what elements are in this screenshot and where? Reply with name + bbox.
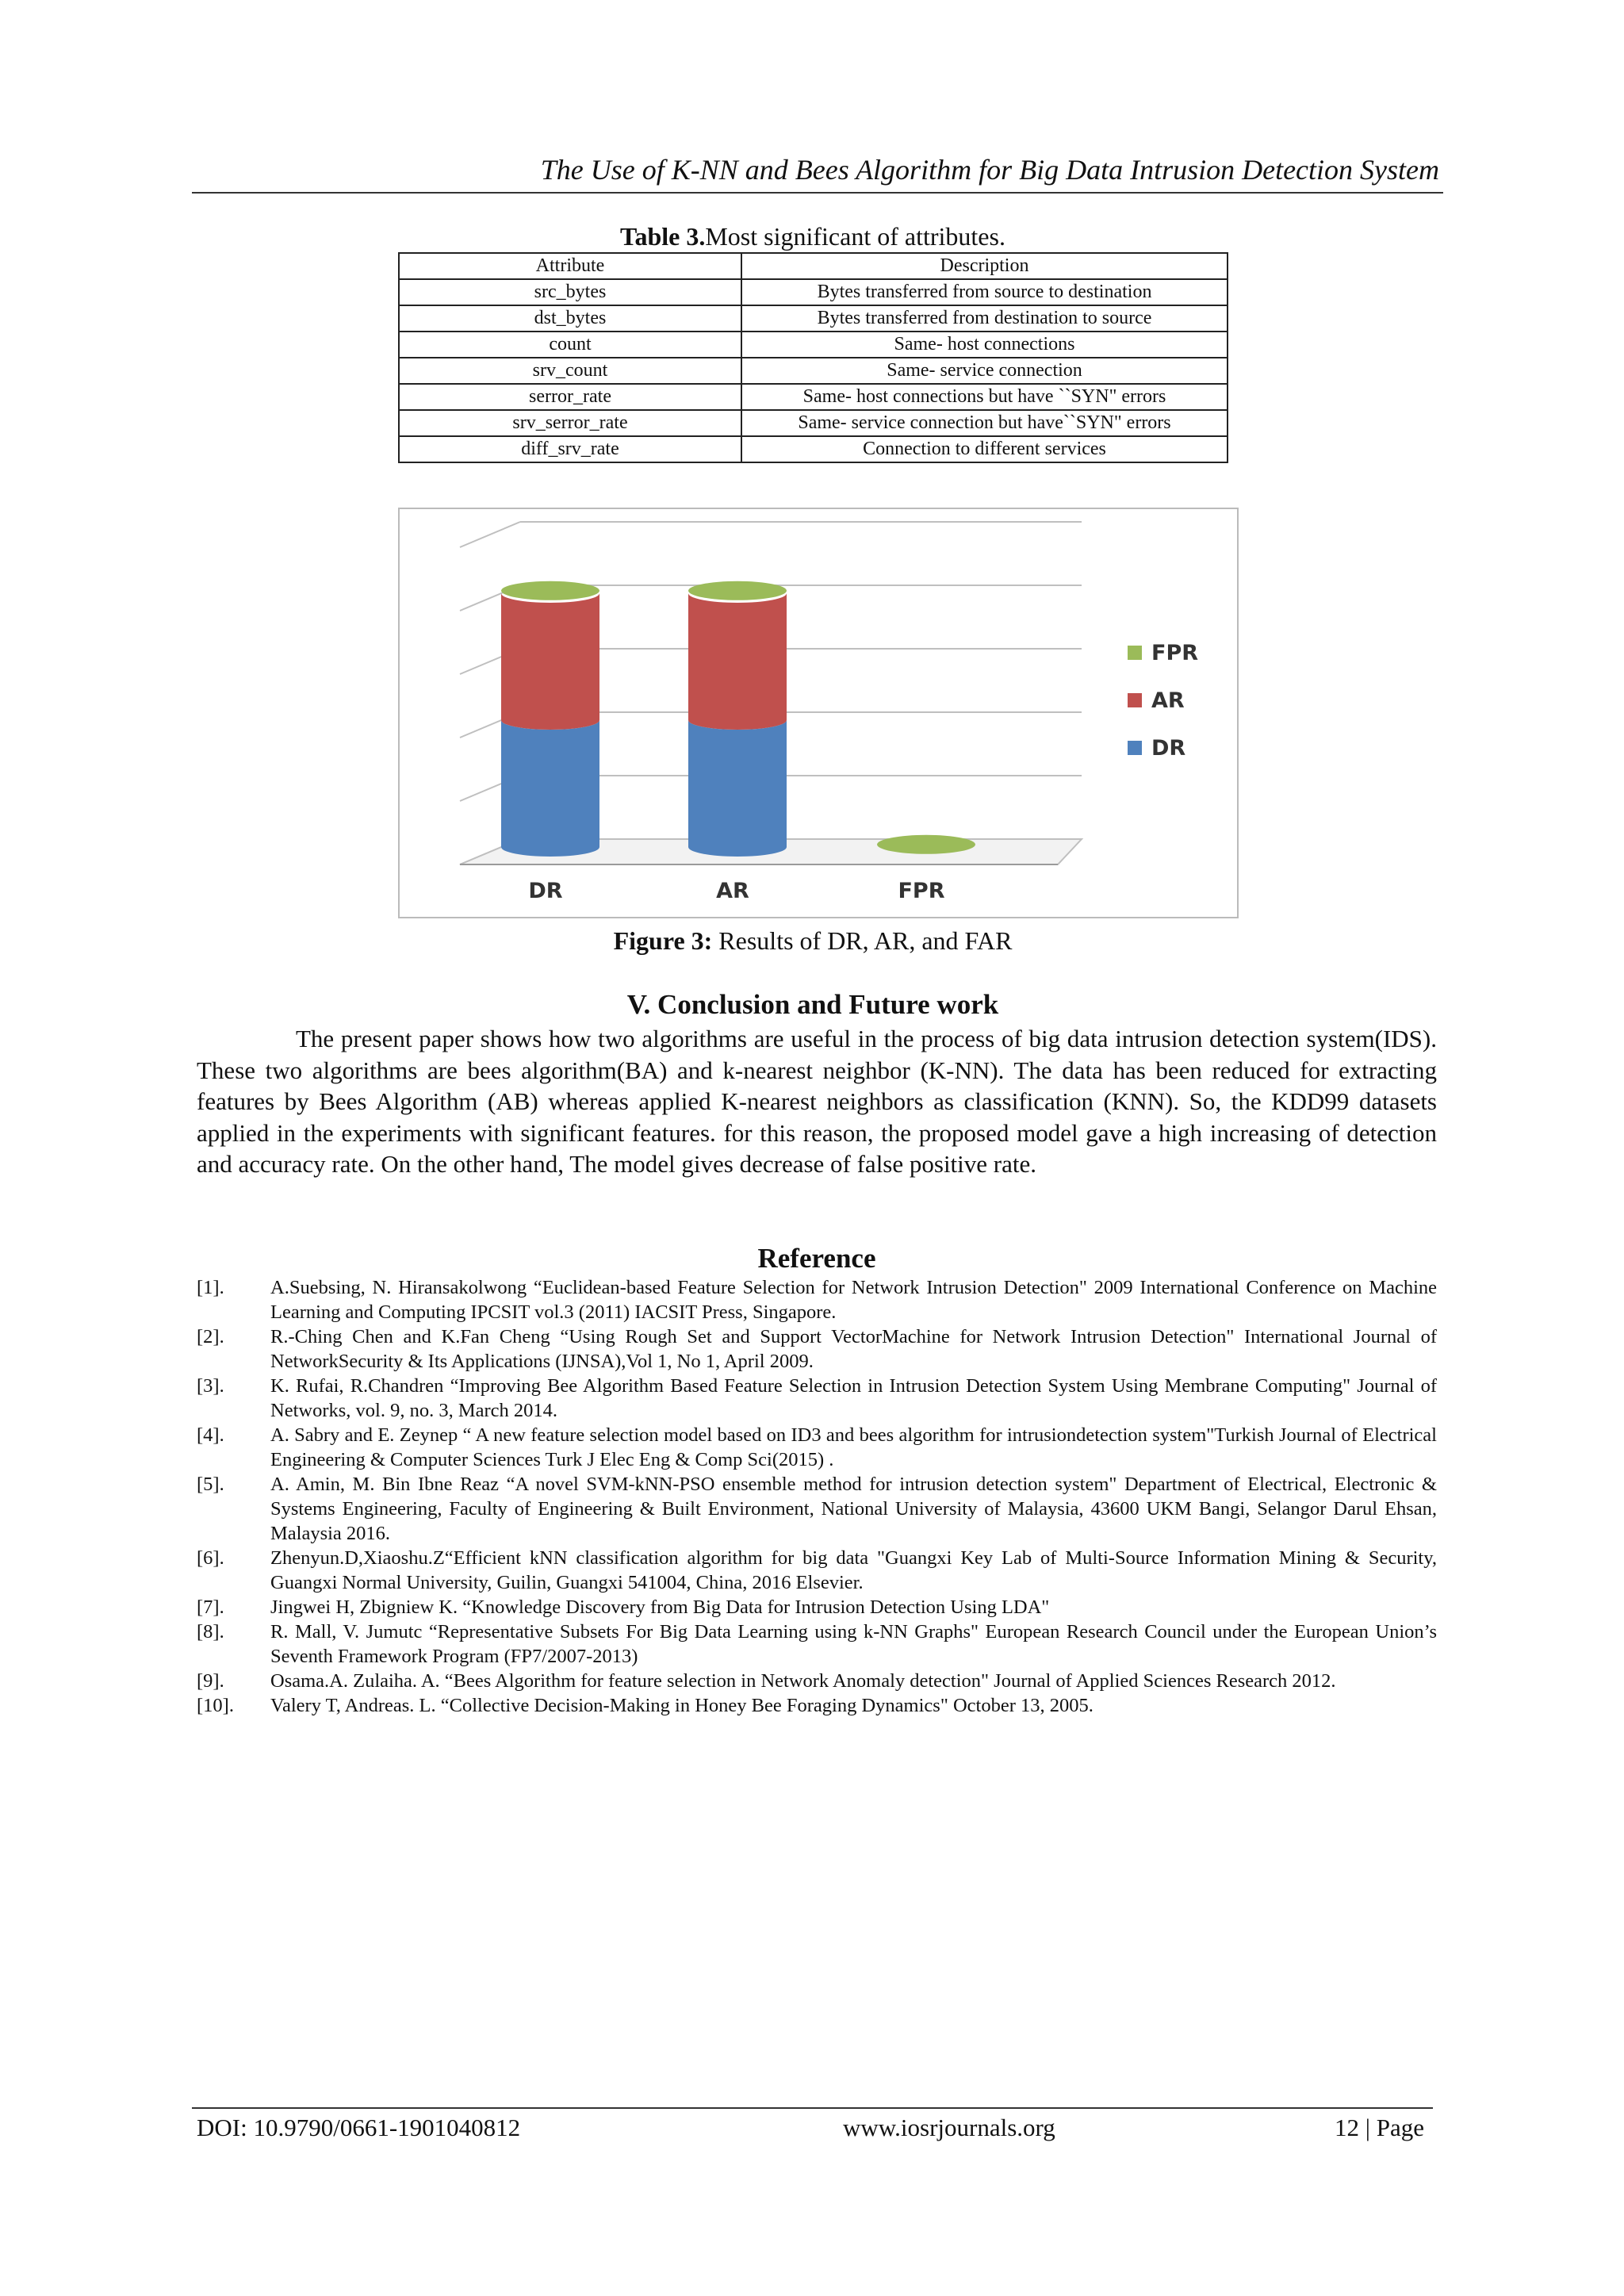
table-row <box>399 410 1228 436</box>
column-header-description: Description <box>741 253 1228 279</box>
conclusion-paragraph: The present paper shows how two algorithms are useful in the process of big data intrusion detection system(IDS). These two algorithms are bees algorithm(BA) and k-nearest neighbor (K-NN). The data has been reduced for extracting features by Bees Algorithm (AB) whereas applied K-nearest neighbors as classification (KNN). So, the KDD99 datasets applied in the experiments with significant features. for this reason, the proposed model gave a high increasing of detection and accuracy rate. On the other hand, The model gives decrease of false positive rate. <box>197 1025 1437 1178</box>
legend-swatch-fpr <box>1128 646 1142 660</box>
table-row <box>399 332 1228 358</box>
reference-item <box>197 1546 1437 1595</box>
table-row <box>399 279 1228 305</box>
reference-item <box>197 1669 1437 1693</box>
section-heading: V. Conclusion and Future work <box>626 989 999 1020</box>
reference-text: R.-Ching Chen and K.Fan Cheng “Using Rough Set and Support VectorMachine for Network Intrusion Detection" International Journal of NetworkSecurity & Its Applications (IJNSA),Vol 1, No 1, April 2009. <box>270 1326 1437 1372</box>
legend-swatch-ar <box>1128 693 1142 707</box>
bar-top-dr <box>501 581 599 600</box>
reference-item <box>197 1472 1437 1546</box>
description-cell: Same- host connections but have ``SYN" errors <box>741 384 1228 410</box>
reference-number: [2]. <box>197 1326 224 1347</box>
column-header-attribute: Attribute <box>399 253 741 279</box>
reference-text: Valery T, Andreas. L. “Collective Decision-Making in Honey Bee Foraging Dynamics" October 13, 2005. <box>270 1695 1094 1716</box>
reference-text: Zhenyun.D,Xiaoshu.Z“Efficient kNN classification algorithm for big data "Guangxi Key Lab of Multi-Source Information Mining & Security, Guangxi Normal University, Guilin, Guangxi 541004, China, 2016 Elsevier. <box>270 1547 1437 1593</box>
reference-number: [9]. <box>197 1670 224 1692</box>
bar-ar-dr <box>688 720 787 857</box>
table-caption-label: Table 3. <box>620 222 706 251</box>
table-header-row <box>399 253 1228 279</box>
table-row <box>399 436 1228 462</box>
table-caption <box>396 220 1229 252</box>
attribute-cell: diff_srv_rate <box>399 436 741 462</box>
figure-caption <box>396 924 1229 957</box>
reference-number: [4]. <box>197 1424 224 1446</box>
figure-caption-text: Results of DR, AR, and FAR <box>712 926 1013 955</box>
bar-dr-ar <box>501 593 599 730</box>
reference-number: [1]. <box>197 1277 224 1298</box>
reference-text: Osama.A. Zulaiha. A. “Bees Algorithm for feature selection in Network Anomaly detection" Journal of Applied Sciences Research 2012. <box>270 1670 1336 1692</box>
figure-caption-label: Figure 3: <box>613 926 713 955</box>
references-list <box>197 1275 1437 1718</box>
reference-number: [3]. <box>197 1375 224 1397</box>
table-row <box>399 358 1228 384</box>
header-rule <box>192 192 1443 194</box>
reference-item <box>197 1374 1437 1423</box>
reference-item <box>197 1693 1437 1718</box>
attribute-cell: srv_count <box>399 358 741 384</box>
chart-canvas <box>400 509 1237 917</box>
gridline-side <box>460 522 520 547</box>
references-heading: Reference <box>757 1243 876 1274</box>
reference-item <box>197 1595 1437 1619</box>
reference-number: [5]. <box>197 1474 224 1495</box>
legend-label-dr: DR <box>1151 736 1186 761</box>
description-cell: Bytes transferred from source to destination <box>741 279 1228 305</box>
legend-label-fpr: FPR <box>1151 641 1199 665</box>
description-cell: Same- service connection <box>741 358 1228 384</box>
attribute-cell: srv_serror_rate <box>399 410 741 436</box>
legend-swatch-dr <box>1128 741 1142 755</box>
x-tick-label: DR <box>528 879 563 903</box>
footer-doi: DOI: 10.9790/0661-1901040812 <box>197 2114 521 2141</box>
bar-dr-dr <box>501 720 599 857</box>
reference-text: A. Sabry and E. Zeynep “ A new feature selection model based on ID3 and bees algorithm for intrusiondetection system"Turkish Journal of Electrical Engineering & Computer Sciences Turk J Elec Eng & Comp Sci(2015) . <box>270 1424 1437 1470</box>
table-caption-text: Most significant of attributes. <box>705 222 1005 251</box>
footer-website: www.iosrjournals.org <box>843 2114 1055 2141</box>
reference-item <box>197 1423 1437 1472</box>
table-row <box>399 305 1228 332</box>
results-chart <box>398 508 1239 918</box>
reference-number: [8]. <box>197 1621 224 1642</box>
description-cell: Bytes transferred from destination to source <box>741 305 1228 332</box>
reference-number: [7]. <box>197 1596 224 1618</box>
footer-rule <box>192 2107 1433 2109</box>
reference-text: K. Rufai, R.Chandren “Improving Bee Algorithm Based Feature Selection in Intrusion Detection System Using Membrane Computing" Journal of Networks, vol. 9, no. 3, March 2014. <box>270 1375 1437 1421</box>
reference-item <box>197 1619 1437 1669</box>
reference-text: R. Mall, V. Jumutc “Representative Subsets For Big Data Learning using k-NN Graphs" European Research Council under the European Union’s Seventh Framework Program (FP7/2007-2013) <box>270 1621 1437 1667</box>
bar-top-ar <box>688 581 787 600</box>
reference-item <box>197 1275 1437 1324</box>
attribute-cell: src_bytes <box>399 279 741 305</box>
attribute-cell: serror_rate <box>399 384 741 410</box>
description-cell: Connection to different services <box>741 436 1228 462</box>
reference-text: A.Suebsing, N. Hiransakolwong “Euclidean-based Feature Selection for Network Intrusion Detection" 2009 International Conference on Machine Learning and Computing IPCSIT vol.3 (2011) IACSIT Press, Singapore. <box>270 1277 1437 1323</box>
x-tick-label: FPR <box>898 879 945 903</box>
attributes-table <box>398 252 1228 463</box>
table-row <box>399 384 1228 410</box>
footer-page-number: 12 | Page <box>1335 2114 1424 2141</box>
bar-top-fpr <box>877 835 975 854</box>
legend-label-ar: AR <box>1151 688 1185 713</box>
attribute-cell: dst_bytes <box>399 305 741 332</box>
bar-ar-ar <box>688 593 787 730</box>
description-cell: Same- service connection but have``SYN" errors <box>741 410 1228 436</box>
reference-number: [6]. <box>197 1547 224 1569</box>
reference-text: A. Amin, M. Bin Ibne Reaz “A novel SVM-kNN-PSO ensemble method for intrusion detection system" Department of Electrical, Electronic & Systems Engineering, Faculty of Engineering & Built Environment, National University of Malaysia, 43600 UKM Bangi, Selangor Darul Ehsan, Malaysia 2016. <box>270 1474 1437 1544</box>
reference-text: Jingwei H, Zbigniew K. “Knowledge Discovery from Big Data for Intrusion Detection Using LDA" <box>270 1596 1050 1618</box>
running-header: The Use of K-NN and Bees Algorithm for Big Data Intrusion Detection System <box>540 154 1439 186</box>
reference-number: [10]. <box>197 1695 234 1716</box>
reference-item <box>197 1324 1437 1374</box>
x-tick-label: AR <box>716 879 749 903</box>
attribute-cell: count <box>399 332 741 358</box>
description-cell: Same- host connections <box>741 332 1228 358</box>
